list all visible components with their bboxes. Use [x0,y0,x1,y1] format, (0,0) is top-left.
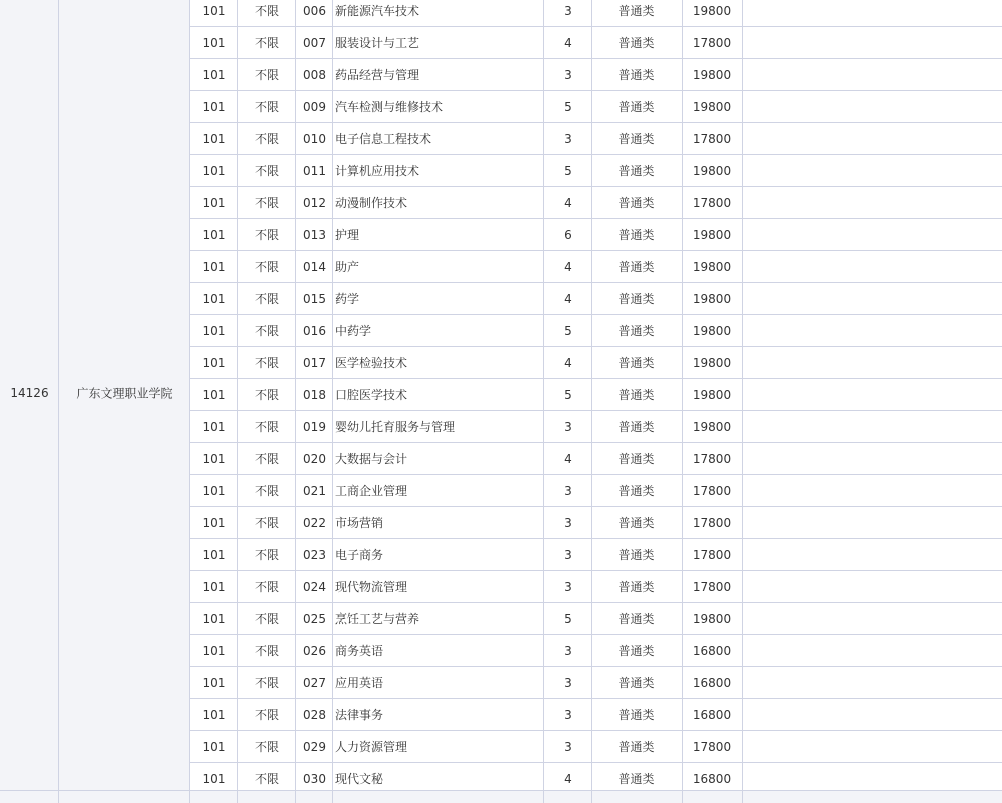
major-name-cell: 应用英语 [335,676,384,690]
row-divider [190,186,1002,187]
row-divider [190,538,1002,539]
major-name-cell: 市场营销 [335,516,384,530]
note-cell [743,283,1002,315]
table-row [190,571,1002,603]
institution-code-cell [0,0,59,791]
next-row-partial [0,791,1002,803]
row-divider [190,58,1002,59]
group-cell: 101 [202,132,226,146]
row-divider [190,282,1002,283]
major-number-cell: 026 [303,644,326,658]
requirement-cell: 不限 [254,388,279,402]
table-row [190,379,1002,411]
row-divider [190,442,1002,443]
table-row [190,219,1002,251]
note-cell [743,571,1002,603]
group-cell: 101 [202,260,226,274]
tuition-fee-cell: 17800 [692,36,732,50]
category-cell: 普通类 [618,644,655,658]
category-cell: 普通类 [618,580,655,594]
tuition-fee-cell: 17800 [692,548,732,562]
group-cell: 101 [202,4,226,18]
major-name-cell: 药品经营与管理 [335,68,420,82]
years-cell: 4 [564,196,572,210]
tuition-fee-cell: 19800 [692,260,732,274]
requirement-cell: 不限 [254,324,279,338]
table-row [190,0,1002,27]
row-divider [190,474,1002,475]
table-row [190,123,1002,155]
note-cell [743,443,1002,475]
requirement-cell: 不限 [254,132,279,146]
major-number-cell: 024 [303,580,326,594]
years-cell: 5 [564,164,572,178]
major-number-cell: 019 [303,420,326,434]
years-cell: 5 [564,324,572,338]
group-cell: 101 [202,580,226,594]
major-name-cell: 人力资源管理 [335,740,408,754]
table-row [190,475,1002,507]
years-cell: 3 [564,516,572,530]
requirement-cell: 不限 [254,484,279,498]
category-cell: 普通类 [618,68,655,82]
major-name-cell: 法律事务 [335,708,384,722]
major-name-cell: 大数据与会计 [335,452,408,466]
tuition-fee-cell: 17800 [692,132,732,146]
tuition-fee-cell: 19800 [692,164,732,178]
major-name-cell: 新能源汽车技术 [335,4,420,18]
major-name-cell: 计算机应用技术 [335,164,420,178]
row-divider [190,762,1002,763]
major-number-cell: 011 [303,164,326,178]
years-cell: 5 [564,100,572,114]
row-divider [190,698,1002,699]
table-row [190,347,1002,379]
major-name-cell: 动漫制作技术 [335,196,408,210]
major-number-cell: 030 [303,772,326,786]
tuition-fee-cell: 19800 [692,292,732,306]
table-row [190,315,1002,347]
tuition-fee-cell: 19800 [692,68,732,82]
note-cell [743,379,1002,411]
row-divider [190,506,1002,507]
requirement-cell: 不限 [254,356,279,370]
tuition-fee-cell: 19800 [692,420,732,434]
row-divider [190,90,1002,91]
requirement-cell: 不限 [254,612,279,626]
tuition-fee-cell: 16800 [692,708,732,722]
table-row [190,731,1002,763]
category-cell: 普通类 [618,548,655,562]
requirement-cell: 不限 [254,516,279,530]
column-divider [189,0,190,803]
tuition-fee-cell: 17800 [692,452,732,466]
category-cell: 普通类 [618,420,655,434]
category-cell: 普通类 [618,708,655,722]
row-divider [190,346,1002,347]
tuition-fee-cell: 17800 [692,484,732,498]
category-cell: 普通类 [618,676,655,690]
years-cell: 3 [564,484,572,498]
major-number-cell: 027 [303,676,326,690]
table-row [190,251,1002,283]
note-cell [743,59,1002,91]
table-row [190,59,1002,91]
major-number-cell: 013 [303,228,326,242]
note-cell [743,219,1002,251]
group-cell: 101 [202,388,226,402]
major-number-cell: 018 [303,388,326,402]
note-cell [743,411,1002,443]
category-cell: 普通类 [618,36,655,50]
group-cell: 101 [202,516,226,530]
row-divider [190,250,1002,251]
years-cell: 3 [564,708,572,722]
major-name-cell: 助产 [335,260,360,274]
years-cell: 3 [564,580,572,594]
table-row [190,155,1002,187]
major-name-cell: 商务英语 [335,644,384,658]
major-name-cell: 电子商务 [335,548,384,562]
tuition-fee-cell: 16800 [692,676,732,690]
major-number-cell: 029 [303,740,326,754]
requirement-cell: 不限 [254,580,279,594]
tuition-fee-cell: 19800 [692,228,732,242]
years-cell: 6 [564,228,572,242]
note-cell [743,123,1002,155]
major-name-cell: 现代物流管理 [335,580,408,594]
years-cell: 3 [564,644,572,658]
category-cell: 普通类 [618,100,655,114]
tuition-fee-cell: 17800 [692,196,732,210]
group-cell: 101 [202,644,226,658]
requirement-cell: 不限 [254,228,279,242]
group-cell: 101 [202,356,226,370]
tuition-fee-cell: 19800 [692,356,732,370]
row-divider [190,154,1002,155]
years-cell: 3 [564,4,572,18]
group-cell: 101 [202,36,226,50]
table-row [190,667,1002,699]
note-cell [743,27,1002,59]
requirement-cell: 不限 [254,196,279,210]
note-cell [743,635,1002,667]
major-name-cell: 婴幼儿托育服务与管理 [335,420,456,434]
years-cell: 3 [564,676,572,690]
major-name-cell: 护理 [335,228,360,242]
requirement-cell: 不限 [254,644,279,658]
major-number-cell: 017 [303,356,326,370]
group-cell: 101 [202,740,226,754]
column-divider [742,0,743,803]
requirement-cell: 不限 [254,36,279,50]
group-cell: 101 [202,772,226,786]
row-divider [190,602,1002,603]
major-number-cell: 009 [303,100,326,114]
table-row [190,603,1002,635]
major-number-cell: 012 [303,196,326,210]
table-row [190,27,1002,59]
major-name-cell: 电子信息工程技术 [335,132,432,146]
tuition-fee-cell: 19800 [692,612,732,626]
row-divider [190,26,1002,27]
category-cell: 普通类 [618,228,655,242]
group-cell: 101 [202,676,226,690]
tuition-fee-cell: 19800 [692,4,732,18]
requirement-cell: 不限 [254,292,279,306]
years-cell: 4 [564,452,572,466]
row-divider [190,410,1002,411]
years-cell: 4 [564,772,572,786]
requirement-cell: 不限 [254,420,279,434]
note-cell [743,155,1002,187]
group-cell: 101 [202,292,226,306]
category-cell: 普通类 [618,196,655,210]
major-number-cell: 022 [303,516,326,530]
group-cell: 101 [202,196,226,210]
requirement-cell: 不限 [254,68,279,82]
row-divider [190,122,1002,123]
major-number-cell: 014 [303,260,326,274]
major-name-cell: 中药学 [335,324,372,338]
note-cell [743,731,1002,763]
category-cell: 普通类 [618,132,655,146]
group-cell: 101 [202,612,226,626]
major-number-cell: 028 [303,708,326,722]
table-row [190,411,1002,443]
note-cell [743,667,1002,699]
group-cell: 101 [202,452,226,466]
requirement-cell: 不限 [254,708,279,722]
years-cell: 3 [564,548,572,562]
column-divider [332,0,333,803]
category-cell: 普通类 [618,4,655,18]
major-name-cell: 医学检验技术 [335,356,408,370]
table-row [190,539,1002,571]
major-name-cell: 烹饪工艺与营养 [335,612,420,626]
group-cell: 101 [202,708,226,722]
category-cell: 普通类 [618,164,655,178]
row-divider [190,730,1002,731]
tuition-fee-cell: 17800 [692,740,732,754]
table-row [190,507,1002,539]
institution-code: 14126 [10,386,49,400]
years-cell: 3 [564,740,572,754]
institution-name: 广东文理职业学院 [76,386,173,401]
category-cell: 普通类 [618,356,655,370]
institution-name-cell [59,0,190,791]
category-cell: 普通类 [618,740,655,754]
column-divider [58,0,59,803]
column-divider [543,0,544,803]
tuition-fee-cell: 16800 [692,772,732,786]
years-cell: 5 [564,612,572,626]
column-divider [295,0,296,803]
note-cell [743,187,1002,219]
requirement-cell: 不限 [254,164,279,178]
table-row [190,443,1002,475]
major-number-cell: 020 [303,452,326,466]
table-row [190,635,1002,667]
requirement-cell: 不限 [254,4,279,18]
row-divider [0,790,1002,791]
row-divider [190,218,1002,219]
note-cell [743,0,1002,27]
category-cell: 普通类 [618,612,655,626]
table-row [190,699,1002,731]
major-name-cell: 工商企业管理 [335,484,408,498]
column-divider [682,0,683,803]
major-number-cell: 023 [303,548,326,562]
note-cell [743,251,1002,283]
group-cell: 101 [202,324,226,338]
category-cell: 普通类 [618,260,655,274]
note-cell [743,539,1002,571]
requirement-cell: 不限 [254,772,279,786]
group-cell: 101 [202,484,226,498]
years-cell: 4 [564,292,572,306]
column-divider [237,0,238,803]
group-cell: 101 [202,548,226,562]
category-cell: 普通类 [618,452,655,466]
major-name-cell: 口腔医学技术 [335,388,408,402]
years-cell: 3 [564,132,572,146]
category-cell: 普通类 [618,324,655,338]
table-row [190,91,1002,123]
tuition-fee-cell: 17800 [692,516,732,530]
tuition-fee-cell: 19800 [692,388,732,402]
years-cell: 3 [564,68,572,82]
note-cell [743,91,1002,123]
category-cell: 普通类 [618,772,655,786]
major-name-cell: 药学 [335,292,360,306]
tuition-fee-cell: 19800 [692,100,732,114]
requirement-cell: 不限 [254,260,279,274]
table-row [190,283,1002,315]
row-divider [190,666,1002,667]
category-cell: 普通类 [618,516,655,530]
major-number-cell: 025 [303,612,326,626]
note-cell [743,699,1002,731]
major-number-cell: 007 [303,36,326,50]
category-cell: 普通类 [618,292,655,306]
years-cell: 4 [564,36,572,50]
tuition-fee-cell: 16800 [692,644,732,658]
major-name-cell: 服装设计与工艺 [335,36,420,50]
note-cell [743,603,1002,635]
major-number-cell: 016 [303,324,326,338]
years-cell: 3 [564,420,572,434]
column-divider [591,0,592,803]
requirement-cell: 不限 [254,100,279,114]
major-number-cell: 015 [303,292,326,306]
note-cell [743,315,1002,347]
table-row [190,187,1002,219]
category-cell: 普通类 [618,484,655,498]
note-cell [743,475,1002,507]
row-divider [190,570,1002,571]
note-cell [743,507,1002,539]
requirement-cell: 不限 [254,676,279,690]
row-divider [190,634,1002,635]
major-name-cell: 汽车检测与维修技术 [335,100,444,114]
group-cell: 101 [202,68,226,82]
requirement-cell: 不限 [254,452,279,466]
group-cell: 101 [202,164,226,178]
years-cell: 5 [564,388,572,402]
tuition-fee-cell: 17800 [692,580,732,594]
years-cell: 4 [564,260,572,274]
tuition-fee-cell: 19800 [692,324,732,338]
years-cell: 4 [564,356,572,370]
major-name-cell: 现代文秘 [335,772,384,786]
major-number-cell: 021 [303,484,326,498]
group-cell: 101 [202,420,226,434]
requirement-cell: 不限 [254,740,279,754]
major-number-cell: 006 [303,4,326,18]
row-divider [190,378,1002,379]
requirement-cell: 不限 [254,548,279,562]
group-cell: 101 [202,100,226,114]
major-number-cell: 008 [303,68,326,82]
category-cell: 普通类 [618,388,655,402]
note-cell [743,347,1002,379]
row-divider [190,314,1002,315]
group-cell: 101 [202,228,226,242]
major-number-cell: 010 [303,132,326,146]
